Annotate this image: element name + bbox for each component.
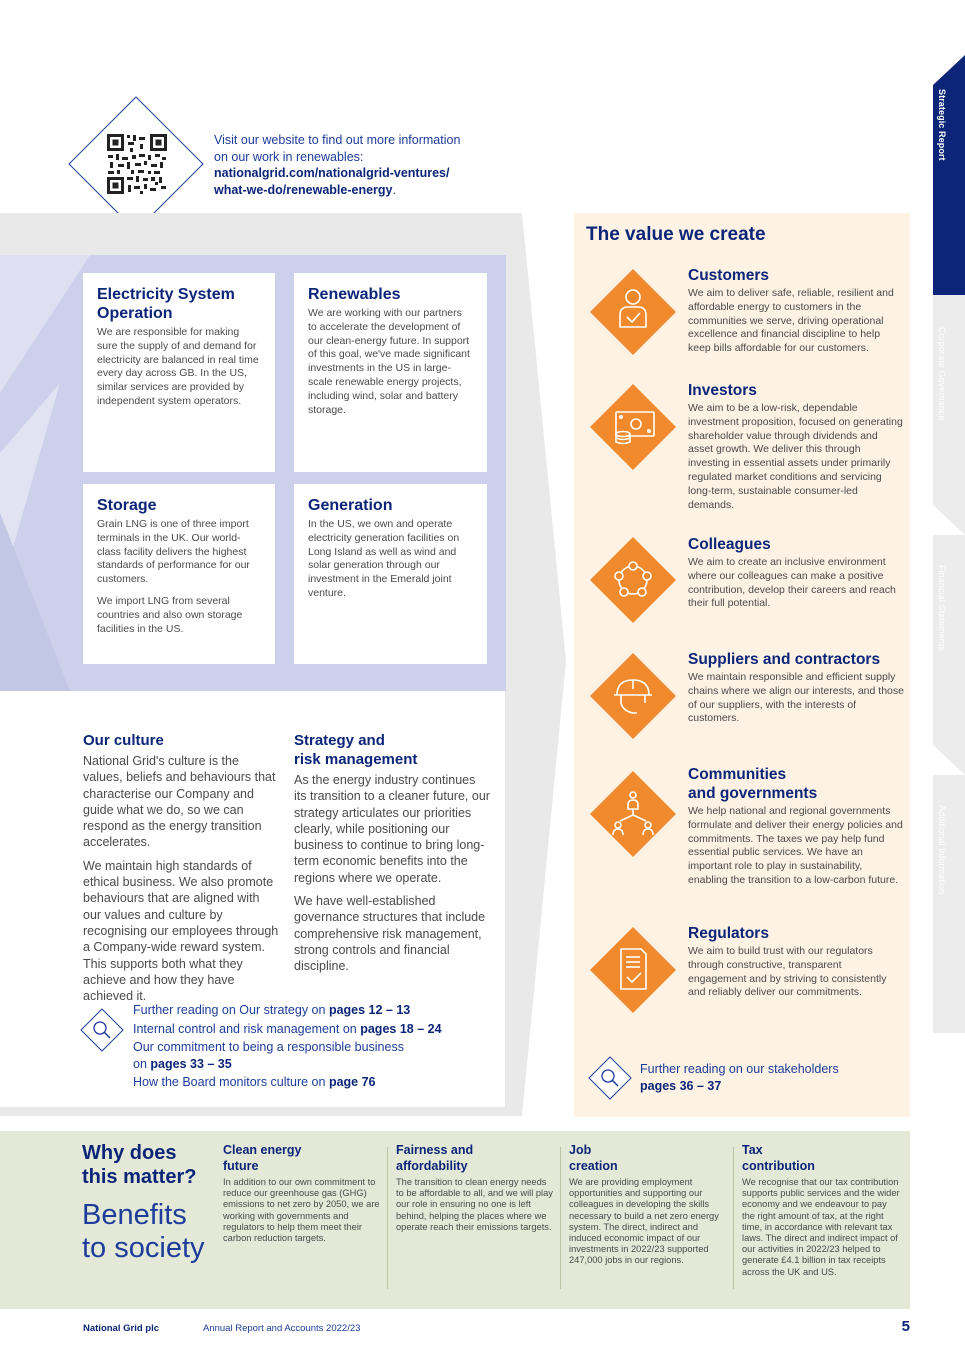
tab-corporate-governance[interactable] xyxy=(933,295,965,535)
benefit-title-line-2: contribution xyxy=(742,1159,815,1173)
stakeholders-reading-text: Further reading on our stakeholders xyxy=(640,1062,839,1076)
money-coins-icon xyxy=(590,384,676,470)
benefit-clean-energy xyxy=(223,1142,381,1244)
culture-section xyxy=(83,731,279,1004)
value-item-text: We aim to build trust with our regulators through constructive, transparent engagement and by striving to consistently and reliably deliver our commitments. xyxy=(688,945,887,999)
value-item-title: Suppliers and contractors xyxy=(688,651,881,668)
value-item-investors xyxy=(688,381,903,512)
strategy-title-line-2: risk management xyxy=(294,751,418,768)
benefit-job-creation xyxy=(569,1142,727,1267)
value-item-title: Colleagues xyxy=(688,536,771,553)
stakeholders-reading-pages: pages 36 – 37 xyxy=(640,1079,722,1093)
benefit-title-line-2: creation xyxy=(569,1159,618,1173)
value-item-title: Customers xyxy=(688,267,769,284)
value-item-colleagues xyxy=(688,535,903,611)
tab-financial-statements-label: Financial Statements xyxy=(937,565,947,652)
value-item-text: We maintain responsible and efficient supply chains where we align our interests, and those of our suppliers, with the interests of customers. xyxy=(688,671,904,725)
benefit-text: In addition to our own commitment to reduce our greenhouse gas (GHG) emissions to net zero by 2050, we are working with governments and regulators to help them meet their carbon reduction targets. xyxy=(223,1177,380,1244)
people-circle-icon xyxy=(590,537,676,623)
footer-company: National Grid plc xyxy=(83,1323,160,1334)
activity-box-renewables xyxy=(294,273,487,472)
benefits-subtitle-line-2: to society xyxy=(82,1232,205,1264)
reading-link-risk[interactable]: Internal control and risk management on pages 18 – 24 xyxy=(133,1022,442,1036)
benefits-question-line-2: this matter? xyxy=(82,1166,197,1188)
tab-corporate-governance-label: Corporate Governance xyxy=(937,327,947,421)
benefits-heading xyxy=(82,1141,217,1265)
strategy-paragraph-2: We have well-established governance structures that include comprehensive risk management, strong controls and financial discipline. xyxy=(294,894,486,974)
activity-title: Storage xyxy=(97,497,157,514)
further-reading-search-icon xyxy=(80,1008,124,1052)
activity-box-electricity-system-operation xyxy=(83,273,275,472)
culture-title: Our culture xyxy=(83,732,164,749)
org-hierarchy-icon xyxy=(590,771,676,857)
website-period: . xyxy=(392,182,396,197)
culture-paragraph-1: National Grid's culture is the values, beliefs and behaviours that characterise our Company and guide what we do, so we can respond as the energy transition accelerates. xyxy=(83,754,276,850)
website-line-2: on our work in renewables: xyxy=(214,149,364,164)
tab-strategic-report[interactable] xyxy=(933,55,965,295)
value-item-text: We aim to be a low-risk, dependable investment proposition, focused on generating shareholder value through dividends and asset growth. We deliver this through investing in essential assets under primarily regulated market conditions and servicing long-term, sustainable consumer-led demands. xyxy=(688,402,903,511)
benefit-title: Clean energy xyxy=(223,1143,302,1157)
strategy-paragraph-1: As the energy industry continues its transition to a cleaner future, our strategy articulates our priorities clearly, while positioning our business to continue to bring long-term economic benefits into the regions where we operate. xyxy=(294,773,490,885)
value-item-text: We help national and regional governments formulate and deliver their energy policies and commitments. The taxes we pay help fund essential public services. We have an important role to play in sustainability, enabling the transition to a low-carbon future. xyxy=(688,805,903,886)
benefits-subtitle: Benefits xyxy=(82,1199,187,1231)
reading-link-strategy[interactable]: Further reading on Our strategy on pages 12 – 13 xyxy=(133,1003,411,1017)
activity-text-2: We import LNG from several countries and also own storage facilities in the US. xyxy=(97,594,243,635)
tab-additional-information[interactable] xyxy=(933,775,965,1033)
website-url-line-1[interactable]: nationalgrid.com/nationalgrid-ventures/ xyxy=(214,166,450,180)
activity-text: Grain LNG is one of three import terminals in the UK. Our world-class facility delivers the highest standards of performance for our customers. xyxy=(97,518,250,586)
further-reading-links xyxy=(133,1001,463,1092)
activity-title-line-2: Operation xyxy=(97,305,173,322)
qr-code-icon[interactable] xyxy=(106,133,168,195)
value-item-suppliers xyxy=(688,650,908,726)
value-item-communities xyxy=(688,765,903,888)
website-url-line-2[interactable]: what-we-do/renewable-energy xyxy=(214,182,393,197)
strategy-title: Strategy and xyxy=(294,732,385,749)
value-item-text: We aim to deliver safe, reliable, resilient and affordable energy to customers in the communities we serve, driving operational excellence and financial discipline to help keep bills affordable for our customers. xyxy=(688,287,894,355)
tab-strategic-report-label: Strategic Report xyxy=(937,89,947,161)
value-item-title-line-2: and governments xyxy=(688,785,818,802)
benefit-divider xyxy=(733,1147,734,1289)
tab-financial-statements[interactable] xyxy=(933,535,965,775)
activity-box-generation xyxy=(294,484,487,664)
reading-link-responsible-business[interactable]: Our commitment to being a responsible business on pages 33 – 35 xyxy=(133,1040,404,1071)
value-item-customers xyxy=(688,266,903,356)
activity-text: We are working with our partners to accelerate the development of our clean-energy future. In support of this goal, we've made significant investments in the US in large-scale renewable energy projects, including wind, solar and battery storage. xyxy=(308,307,470,416)
benefit-divider xyxy=(560,1147,561,1289)
benefit-divider xyxy=(387,1147,388,1289)
website-info xyxy=(214,132,514,198)
website-line-1: Visit our website to find out more information xyxy=(214,133,461,147)
value-item-title: Communities xyxy=(688,766,787,783)
benefit-title: Fairness and xyxy=(396,1143,474,1157)
page-number: 5 xyxy=(901,1318,910,1335)
value-item-title: Investors xyxy=(688,382,757,399)
benefit-title-line-2: future xyxy=(223,1159,259,1173)
benefit-title: Job xyxy=(569,1143,592,1157)
footer-report-title: Annual Report and Accounts 2022/23 xyxy=(203,1323,361,1334)
strategy-section xyxy=(294,731,490,975)
activity-text: In the US, we own and operate electricity generation facilities on Long Island as well as wind and solar generation through our investment in the Emerald joint venture. xyxy=(308,518,460,599)
benefit-text: We recognise that our tax contribution supports public services and the wider economy and we endeavour to pay the right amount of tax, at the right time, in accordance with relevant tax laws. The direct and indirect impact of our activities in 2022/23 helped to generate £4.1 billion in tax receipts across the UK and US. xyxy=(742,1177,900,1277)
benefit-fairness xyxy=(396,1142,554,1233)
activity-text: We are responsible for making sure the supply of and demand for electricity are balanced in real time every day across GB. In the US, similar services are provided by independent system operators. xyxy=(97,326,259,407)
benefit-text: The transition to clean energy needs to be affordable to all, and we will play our role in ensuring no one is left behind, helping the places where we operate reach their emissions targets. xyxy=(396,1177,553,1232)
benefits-question: Why does xyxy=(82,1142,177,1164)
stakeholders-reading-link[interactable] xyxy=(640,1061,900,1095)
customer-check-icon xyxy=(590,269,676,355)
reading-link-culture[interactable]: How the Board monitors culture on page 76 xyxy=(133,1075,376,1089)
stakeholders-search-icon xyxy=(588,1056,632,1100)
benefit-text: We are providing employment opportunities and supporting our colleagues in developing the skills necessary to build a net zero energy system. The direct, indirect and induced economic impact of our investments in 2022/23 supported 247,000 jobs in our regions. xyxy=(569,1177,719,1266)
value-item-text: We aim to create an inclusive environment where our colleagues can make a positive contribution, develop their careers and reach their full potential. xyxy=(688,556,896,610)
checklist-document-icon xyxy=(590,927,676,1013)
value-item-title: Regulators xyxy=(688,925,769,942)
value-title: The value we create xyxy=(586,224,766,245)
benefit-title-line-2: affordability xyxy=(396,1159,468,1173)
activity-title: Generation xyxy=(308,497,393,514)
value-item-regulators xyxy=(688,924,893,1000)
activity-title: Renewables xyxy=(308,286,401,303)
culture-paragraph-2: We maintain high standards of ethical business. We also promote behaviours that are aligned with our values and culture by recognising our employees through a Company-wide reward system. This supports both what they achieve and how they have achieved it. xyxy=(83,858,279,1004)
tab-additional-information-label: Additional Information xyxy=(937,805,947,895)
benefit-tax xyxy=(742,1142,900,1278)
benefit-title: Tax xyxy=(742,1143,763,1157)
activity-title: Electricity System xyxy=(97,286,235,303)
hard-hat-icon xyxy=(590,653,676,739)
activity-box-storage xyxy=(83,484,275,664)
